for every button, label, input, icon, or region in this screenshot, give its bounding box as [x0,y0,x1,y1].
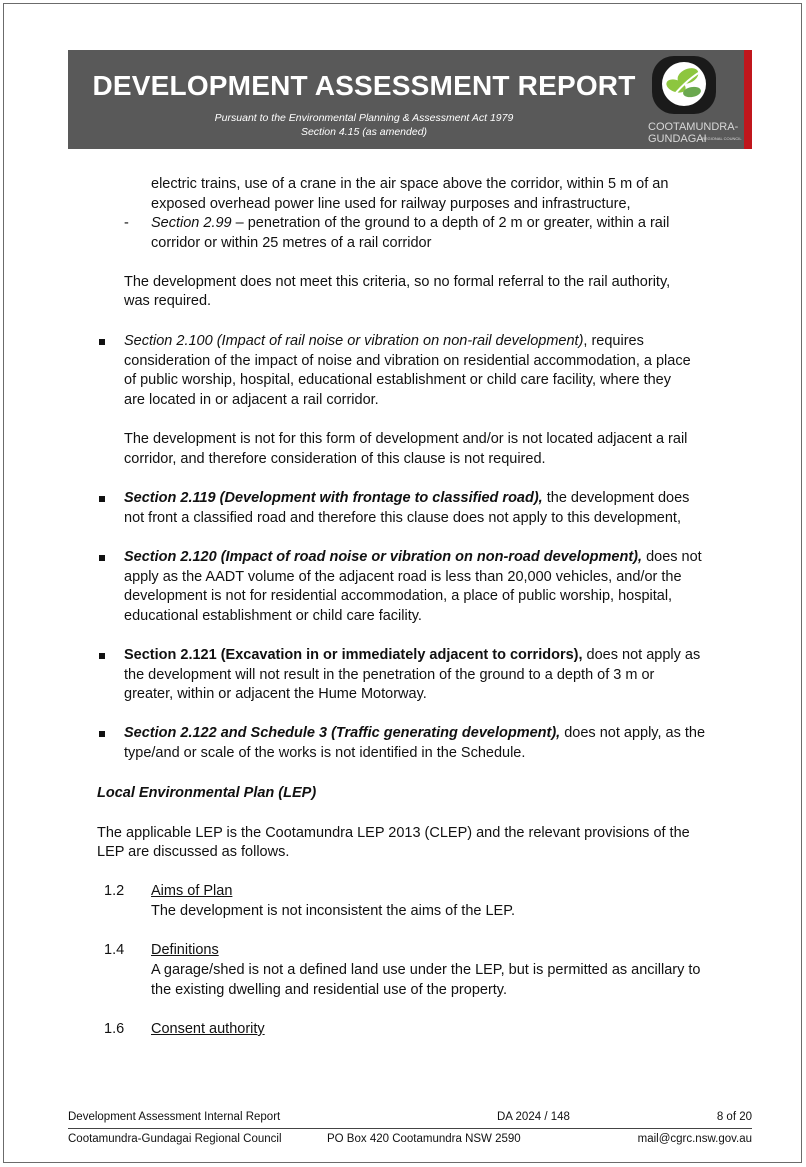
s2121-line2: the development will not result in the penetration of the ground to a depth of 3 m or [124,667,655,683]
s2120-line3: development is not for residential accommodation, a place of public worship, hospital, [124,588,673,604]
footer-da-number: DA 2024 / 148 [497,1111,570,1123]
lep-heading: Local Environmental Plan (LEP) [97,785,317,801]
s2120-line1: Section 2.120 (Impact of road noise or vibration on non-road development), does not [124,549,702,565]
s299-ref: Section 2.99 [151,215,232,231]
council-logo-icon [646,54,744,146]
s2119-line2: not front a classified road and therefore this clause does not apply to this development, [124,510,681,526]
footer-page-number: 8 of 20 [716,1111,752,1123]
s2119-ref: Section 2.119 (Development with frontage to classified road), [124,490,543,506]
s299-line2: corridor or within 25 metres of a rail corridor [151,235,432,251]
bullet-s2121 [99,653,105,659]
lep-intro-line1: The applicable LEP is the Cootamundra LEP 2013 (CLEP) and the relevant provisions of the [97,825,690,841]
s2100-line4: are located in or adjacent a rail corridor. [124,392,379,408]
clause-text: The development is not inconsistent the aims of the LEP. [151,903,516,919]
footer-address: PO Box 420 Cootamundra NSW 2590 [327,1133,521,1145]
clause-title-definitions: Definitions [151,942,219,958]
logo-text-line2: GUNDAGAI [648,133,707,145]
s2100-line1: Section 2.100 (Impact of rail noise or vibration on non-rail development), requires [124,333,644,349]
council-logo [646,54,744,146]
footer-divider [68,1128,752,1129]
footer-report-name: Development Assessment Internal Report [68,1111,281,1123]
clause-text: the existing dwelling and residential use of the property. [151,982,508,998]
s2100-line2: consideration of the impact of noise and vibration on residential accommodation, a place [124,353,691,369]
banner-accent-stripe [744,50,752,149]
s299-line1 [151,214,669,234]
lep-intro-line2: LEP are discussed as follows. [97,844,290,860]
rail-continued-line2: exposed overhead power line used for railway purposes and infrastructure, [151,196,631,212]
s2122-ref: Section 2.122 and Schedule 3 (Traffic generating development), [124,725,561,741]
footer-council: Cootamundra-Gundagai Regional Council [68,1133,282,1145]
bullet-s2120 [99,555,105,561]
s2120-line2: apply as the AADT volume of the adjacent road is less than 20,000 vehicles, and/or the [124,569,682,585]
s2120-ref: Section 2.120 (Impact of road noise or vibration on non-road development), [124,549,643,565]
s2121-line1: Section 2.121 (Excavation in or immediately adjacent to corridors), does not apply as [124,647,701,663]
s2120-line4: educational establishment or child care facility. [124,608,422,624]
logo-text-line1: COOTAMUNDRA- [648,121,739,133]
s2121-line3: greater, within or adjacent the Hume Motorway. [124,686,427,702]
s2100-conclusion-line2: corridor, and therefore consideration of this clause is not required. [124,451,546,467]
s2100-conclusion-line1: The development is not for this form of development and/or is not located adjacent a rail [124,431,688,447]
report-subtitle-act: Pursuant to the Environmental Planning & Assessment Act 1979 [214,112,514,124]
bullet-s2100 [99,339,105,345]
clause-number: 1.2 [104,883,125,899]
s2100-ref: Section 2.100 (Impact of rail noise or vibration on non-rail development) [124,333,584,349]
rail-continued-line1: electric trains, use of a crane in the air space above the corridor, within 5 m of an [151,176,669,192]
rail-conclusion-line2: was required. [124,293,212,309]
report-subtitle-section: Section 4.15 (as amended) [300,126,428,138]
clause-text: A garage/shed is not a defined land use under the LEP, but is permitted as ancillary to [151,962,701,978]
clause-title-consent: Consent authority [151,1021,265,1037]
header-banner [68,50,752,149]
s299-text: – penetration of the ground to a depth of 2 m or greater, within a rail [231,215,670,231]
logo-text-small: REGIONAL COUNCIL [702,136,742,141]
rail-conclusion-line1: The development does not meet this criteria, so no formal referral to the rail authority, [124,274,671,290]
clause-title-aims: Aims of Plan [151,883,233,899]
s2100-line3: of public worship, hospital, educational establishment or child care facility, where they [124,372,671,388]
bullet-s2119 [99,496,105,502]
footer-email: mail@cgrc.nsw.gov.au [637,1133,752,1145]
s2119-line1: Section 2.119 (Development with frontage to classified road), the development does [124,490,690,506]
bullet-s2122 [99,731,105,737]
clause-number: 1.6 [104,1021,125,1037]
list-dash: - [124,215,129,231]
s2122-line1: Section 2.122 and Schedule 3 (Traffic generating development), does not apply, as the [124,725,706,741]
s2121-ref: Section 2.121 (Excavation in or immediately adjacent to corridors), [124,647,583,663]
report-title: DEVELOPMENT ASSESSMENT REPORT [92,70,636,101]
clause-number: 1.4 [104,942,125,958]
s2122-line2: type/and or scale of the works is not identified in the Schedule. [124,745,526,761]
